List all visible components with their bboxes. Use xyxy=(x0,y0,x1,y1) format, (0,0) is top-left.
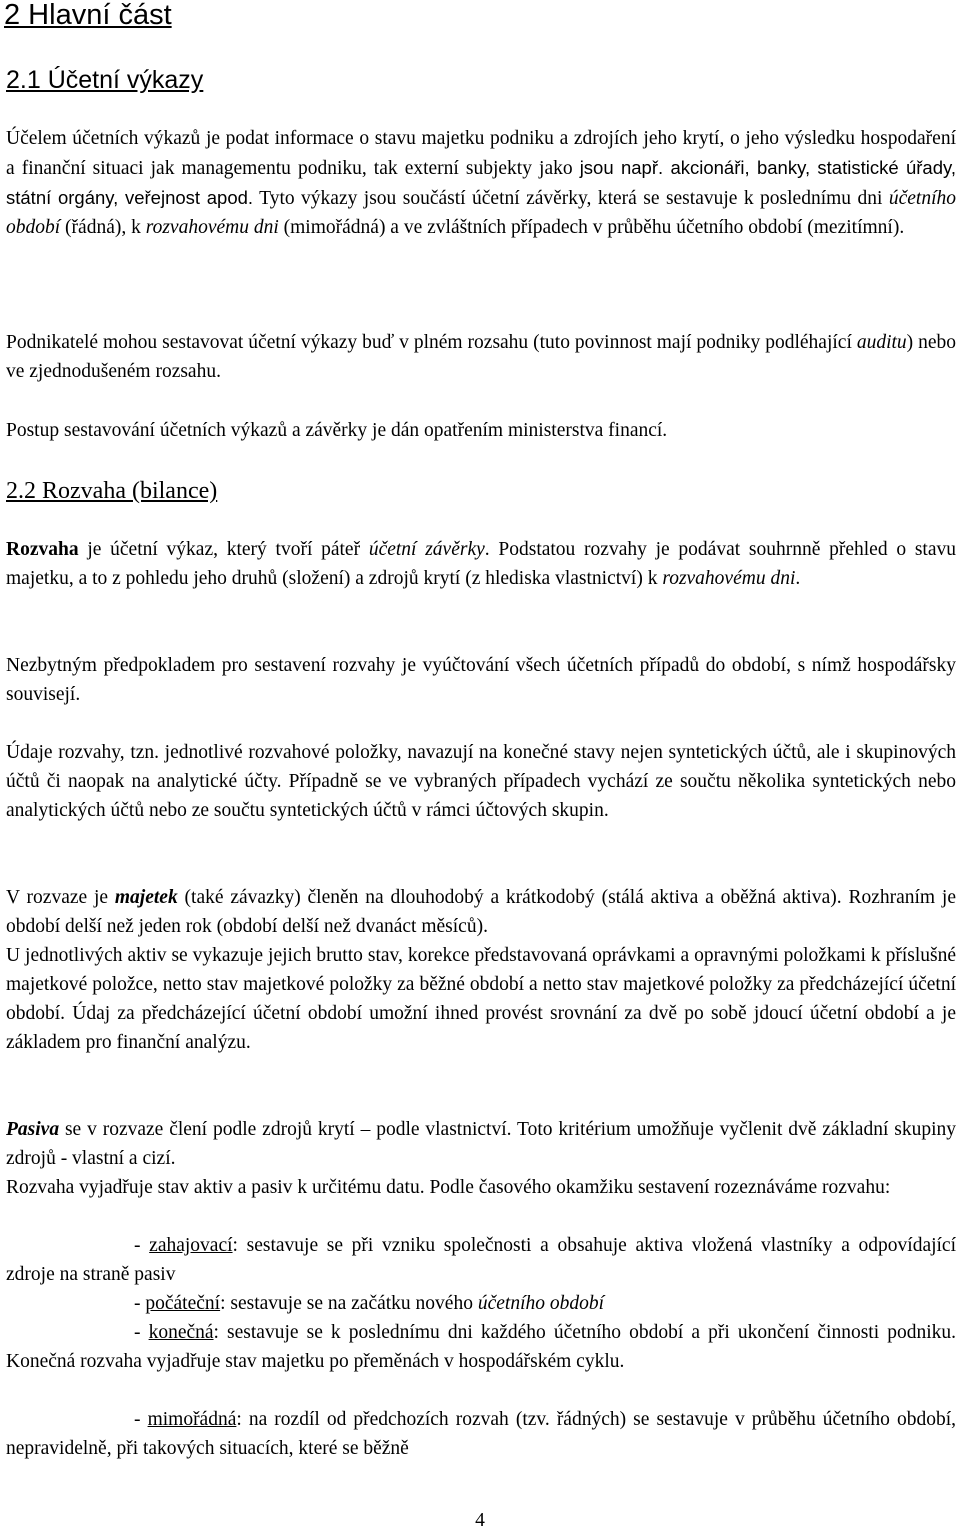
term-pocatecni: počáteční xyxy=(145,1293,221,1314)
p2-text-c: ) nebo ve zjednodušeném rozsahu. xyxy=(6,332,956,382)
list-dash: - xyxy=(134,1293,146,1314)
p4-term-rozvaha: Rozvaha xyxy=(6,539,79,560)
page-number: 4 xyxy=(475,1510,485,1531)
p1-text-g: (mimořádná) a ve zvláštních případech v průběhu účetního období (mezitímní). xyxy=(278,217,905,238)
p7-text-c: (také závazky) členěn na dlouhodobý a krátkodobý (stálá aktiva a oběžná aktiva). Rozhraním je období delší než jeden rok (období delší než dvanáct měsíců). xyxy=(6,887,956,937)
paragraph-majetek xyxy=(6,883,956,941)
p1-text-e: (řádná), k xyxy=(60,217,146,238)
list-dash: - xyxy=(134,1409,148,1430)
paragraph-rozvaha-definice xyxy=(6,535,956,593)
p9-term-pasiva: Pasiva xyxy=(6,1119,60,1140)
term-ucetni-obdobi: účetního období xyxy=(477,1293,605,1314)
text-zahajovaci: : sestavuje se při vzniku společnosti a obsahuje aktiva vložená vlastníky a odpovídající zdroje na straně pasiv xyxy=(6,1235,957,1285)
text-pocatecni: : sestavuje se na začátku nového xyxy=(220,1293,478,1314)
list-item-konecna xyxy=(6,1318,956,1376)
term-konecna: konečná xyxy=(148,1322,214,1343)
p4-text-b: je účetní výkaz, který tvoří páteř xyxy=(78,539,369,560)
list-dash: - xyxy=(134,1235,150,1256)
p9-text-b: se v rozvaze člení podle zdrojů krytí – podle vlastnictví. Toto kritérium umožňuje vyčlenit dvě základní skupiny zdrojů - vlastní a cizí. xyxy=(6,1119,956,1169)
paragraph-stav-aktiv: Rozvaha vyjadřuje stav aktiv a pasiv k určitému datu. Podle časového okamžiku sestavení rozeznáváme rozvahu: xyxy=(6,1177,891,1198)
list-dash: - xyxy=(134,1322,149,1343)
paragraph-pasiva xyxy=(6,1115,956,1173)
p4-text-f: . xyxy=(795,568,801,589)
text-konecna: : sestavuje se k poslednímu dni každého účetního období a při ukončení činnosti podniku. Konečná rozvaha vyjadřuje stav majetku po přeměnách v hospodářském cyklu. xyxy=(6,1322,956,1372)
list-item-zahajovaci xyxy=(6,1231,956,1289)
paragraph-aktiva: U jednotlivých aktiv se vykazuje jejich brutto stav, korekce představovaná oprávkami a opravnými položkami k příslušné majetkové položce, netto stav majetkové položky za běžné období a netto stav majetkové položky za předcházející účetní období. Údaj za předcházející účetní období umožní ihned provést srovnání za dvě po sobě jdoucí účetní období a je základem pro finanční analýzu. xyxy=(6,945,956,1053)
p2-term-audit: auditu xyxy=(856,332,907,353)
term-zahajovaci: zahajovací xyxy=(149,1235,233,1256)
p1-term-rozvahovy-den: rozvahovému dni xyxy=(145,217,279,238)
term-mimoradna: mimořádná xyxy=(147,1409,237,1430)
paragraph-podnikatele xyxy=(6,328,956,386)
list-item-pocatecni xyxy=(6,1289,956,1318)
p2-text-a: Podnikatelé mohou sestavovat účetní výkazy buď v plném rozsahu (tuto povinnost mají podniky podléhající xyxy=(6,332,857,353)
text-mimoradna: : na rozdíl od předchozích rozvah (tzv. řádných) se sestavuje v průběhu účetního období, nepravidelně, při takových situacích, které se běžně xyxy=(6,1409,956,1459)
p1-text-c: Tyto výkazy jsou součástí účetní závěrky, která se sestavuje k poslednímu dni xyxy=(253,188,889,209)
p7-term-majetek: majetek xyxy=(114,887,178,908)
p4-term-ucetni-zaverka: účetní závěrky xyxy=(368,539,485,560)
p7-text-a: V rozvaze je xyxy=(6,887,115,908)
p1-text-a: Účelem účetních výkazů je podat informace o stavu majetku podniku a zdrojích jeho krytí, o jeho výsledku hospodaření a finanční situaci jak managementu podniku, tak externí subjekty jako xyxy=(6,128,956,179)
list-item-mimoradna xyxy=(6,1405,956,1463)
paragraph-ucel-vykazu xyxy=(6,124,956,242)
p4-term-rozvahovy-den: rozvahovému dni xyxy=(662,568,796,589)
paragraph-predpoklad: Nezbytným předpokladem pro sestavení rozvahy je vyúčtování všech účetních případů do období, s nímž hospodářsky souvisejí. xyxy=(6,655,956,705)
p1-text-b: jsou např. akcionáři, banky, statistické úřady, státní orgány, veřejnost apod. xyxy=(6,157,956,208)
paragraph-udaje-rozvahy: Údaje rozvahy, tzn. jednotlivé rozvahové položky, navazují na konečné stavy nejen syntetických účtů, ale i skupinových účtů či naopak na analytické účty. Případně se ve vybraných případech vychází ze součtu několika syntetických nebo analytických účtů nebo ze součtu syntetických účtů v rámci účtových skupin. xyxy=(6,742,956,821)
section-heading-rozvaha: 2.2 Rozvaha (bilance) xyxy=(6,478,218,504)
p1-term-ucetni-obdobi: účetního období xyxy=(6,188,956,238)
section-heading-ucetni-vykazy: 2.1 Účetní výkazy xyxy=(6,66,204,94)
chapter-heading: 2 Hlavní část xyxy=(4,0,172,31)
p4-text-d: . Podstatou rozvahy je podávat souhrnně přehled o stavu majetku, a to z pohledu jeho druhů (složení) a zdrojů krytí (z hlediska vlastnictví) k xyxy=(6,539,956,589)
paragraph-postup: Postup sestavování účetních výkazů a závěrky je dán opatřením ministerstva financí. xyxy=(6,420,668,441)
